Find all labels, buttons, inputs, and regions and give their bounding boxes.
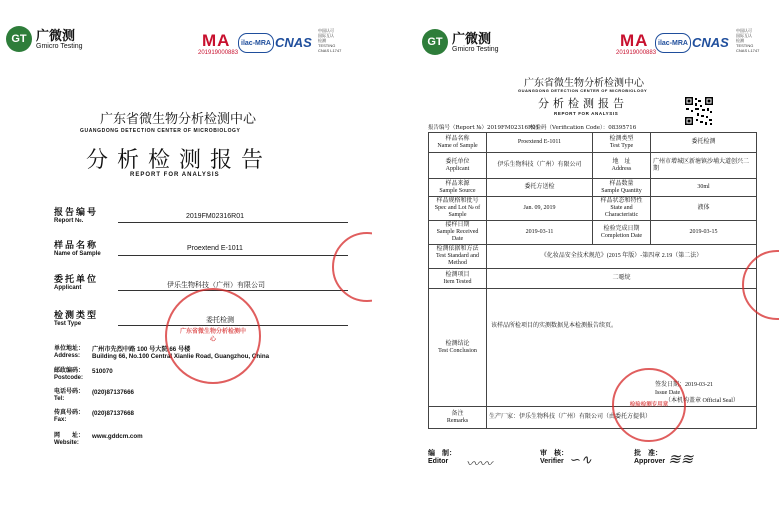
sig-label-en: Verifier xyxy=(540,458,564,465)
report-number-value: 2019FM02316R01 xyxy=(186,213,244,220)
table-row xyxy=(429,153,757,179)
table-label-cell: 检测项目 Item Tested xyxy=(429,269,487,289)
table-row xyxy=(429,407,757,429)
sample-state-cell: 液体 xyxy=(651,197,757,221)
cover-org-cn: 广东省微生物分析检测中心 xyxy=(100,112,257,127)
completion-date-cell: 2019-03-15 xyxy=(651,221,757,245)
contact-label-cn: 邮政编码： xyxy=(54,368,85,374)
sig-label-en: Editor xyxy=(428,458,449,465)
table-label-cell: 地 址 Address xyxy=(593,153,651,179)
field-label-en: Applicant xyxy=(54,285,82,291)
contact-tel xyxy=(54,389,84,403)
verifier-signature: ∽∿ xyxy=(570,453,592,468)
tel-value: (020)87137666 xyxy=(92,389,134,396)
contact-label-en: Postcode: xyxy=(54,375,84,381)
cover-title-cn: 分析检测报告 xyxy=(86,148,273,173)
table-label-cell: 样品数量 Sample Quantity xyxy=(593,179,651,197)
editor-signature: 〰〰 xyxy=(466,457,493,472)
contact-label-cn: 传真号码： xyxy=(54,410,85,416)
remarks-cell: 生产厂家：伊乐生物科技（广州）有限公司（由委托方提供） xyxy=(487,407,757,429)
field-report-number xyxy=(54,205,98,224)
contact-label-en: Tel: xyxy=(54,396,65,402)
table-row xyxy=(429,179,757,197)
field-label-cn: 报告编号 xyxy=(54,207,99,217)
test-type-cell: 委托检测 xyxy=(651,133,757,153)
cma-mark-icon: MA xyxy=(620,31,649,50)
logo-name-cn: 广微测 xyxy=(36,28,76,43)
field-label-cn: 检测类型 xyxy=(54,310,99,320)
contact-label-en: Fax: xyxy=(54,417,67,423)
field-label-cn: 样品名称 xyxy=(54,240,99,250)
field-label-en: Test Type xyxy=(54,321,82,327)
contact-address xyxy=(54,346,84,360)
report-detail-page xyxy=(406,0,779,511)
table-label-cell: 检测类型 Test Type xyxy=(593,133,651,153)
table-label-cell: 检验完成日期 Completion Date xyxy=(593,221,651,245)
ilac-mra-icon: ilac-MRA xyxy=(238,33,274,53)
table-row xyxy=(429,197,757,221)
verifier-signature-label xyxy=(540,450,568,466)
contact-label-en: Website: xyxy=(54,440,79,446)
address-cn: 广州市先烈中路 100 号大院 66 号楼 xyxy=(92,346,191,353)
sig-label-cn: 审 核： xyxy=(540,450,568,457)
contact-label-cn: 网 址： xyxy=(54,433,85,439)
cnas-logo-icon: CNAS xyxy=(692,35,729,50)
underline xyxy=(118,255,348,256)
report-cover-page xyxy=(0,0,372,511)
contact-label-cn: 单位地址： xyxy=(54,346,85,352)
stamp-text: 检验检测专用章 xyxy=(629,401,669,408)
received-date-cell: 2019-03-11 xyxy=(487,221,593,245)
sample-quantity-cell: 30ml xyxy=(651,179,757,197)
contact-label-cn: 电话号码： xyxy=(54,389,85,395)
table-label-cell: 检测结论 Test Conclusion xyxy=(429,289,487,407)
sample-source-cell: 委托方送检 xyxy=(487,179,593,197)
logo-name-en: Gmicro Testing xyxy=(36,43,83,50)
approver-signature: ≋≋ xyxy=(668,450,694,468)
table-label-cell: 样品来源 Sample Source xyxy=(429,179,487,197)
applicant-cell: 伊乐生物科技（广州）有限公司 xyxy=(487,153,593,179)
table-row xyxy=(429,289,757,407)
contact-fax xyxy=(54,410,84,424)
cover-org-en: GUANGDONG DETECTION CENTER OF MICROBIOLOGY xyxy=(80,128,241,134)
cma-number: 201919000883 xyxy=(198,50,239,56)
ilac-mra-icon: ilac-MRA xyxy=(655,33,691,53)
table-label-cell: 委托单位 Applicant xyxy=(429,153,487,179)
gmicro-logo-icon: GT xyxy=(422,29,448,55)
contact-label-en: Address: xyxy=(54,353,81,359)
website-value: www.gddcm.com xyxy=(92,433,143,440)
logo-name-en: Gmicro Testing xyxy=(452,46,499,53)
cma-mark-icon: MA xyxy=(202,31,231,50)
cnas-logo-icon: CNAS xyxy=(275,35,312,50)
official-seal-stamp xyxy=(612,368,686,442)
test-type-value: 委托检测 xyxy=(206,317,234,324)
report-org-cn: 广东省微生物分析检测中心 xyxy=(524,78,644,89)
cnas-accreditation-text: 中国认可 国际互认 检测 TESTING CNAS L1747 xyxy=(318,28,342,53)
contact-website xyxy=(54,433,84,447)
field-applicant xyxy=(54,272,98,291)
report-title-en: REPORT FOR ANALYSIS xyxy=(554,111,619,116)
table-label-cell: 样品规格和批号 Spec and Lot № of Sample xyxy=(429,197,487,221)
field-label-en: Report №. xyxy=(54,218,84,224)
report-number-line: 报告编号（Report №）2019FM02316R01 xyxy=(428,125,540,131)
gmicro-logo-icon: GT xyxy=(6,26,32,52)
editor-signature-label xyxy=(428,450,456,466)
applicant-value: 伊乐生物科技（广州）有限公司 xyxy=(167,282,265,289)
sample-name-value: Proextend E-1011 xyxy=(187,245,243,252)
table-label-cell: 检测依据和方法 Test Standard and Method xyxy=(429,245,487,269)
underline xyxy=(118,222,348,223)
table-row xyxy=(429,269,757,289)
address-cell: 广州市增城区新塘镇沙埔大道创兴二期 xyxy=(651,153,757,179)
sig-label-en: Approver xyxy=(634,458,666,465)
table-row xyxy=(429,221,757,245)
verification-code: 校验码（Verification Code）：08395716 xyxy=(530,125,637,131)
spec-lot-cell: Jan. 09, 2019 xyxy=(487,197,593,221)
table-row xyxy=(429,133,757,153)
report-info-table xyxy=(428,132,757,429)
sig-label-cn: 批 准： xyxy=(634,450,662,457)
official-seal-note: （本机构盖章 Official Seal） xyxy=(665,398,739,404)
address-en: Building 66, No.100 Central Xianlie Road, Guangzhou, China xyxy=(92,353,270,360)
field-label-en: Name of Sample xyxy=(54,251,101,257)
sig-label-cn: 编 制： xyxy=(428,450,456,457)
issue-date-en: Issue Date xyxy=(655,390,681,396)
fax-value: (020)87137668 xyxy=(92,410,134,417)
cover-title-en: REPORT FOR ANALYSIS xyxy=(130,172,220,178)
approver-signature-label xyxy=(634,450,665,466)
stamp-text: 广东省微生物分析检测中心 xyxy=(179,329,246,343)
postcode-value: 510070 xyxy=(92,368,113,375)
table-label-cell: 样品名称 Name of Sample xyxy=(429,133,487,153)
logo-name-cn: 广微测 xyxy=(452,31,492,46)
underline xyxy=(118,290,348,291)
official-seal-stamp xyxy=(165,288,261,384)
issue-date: 签发日期：2019-03-21 xyxy=(655,382,713,388)
cnas-accreditation-text: 中国认可 国际互认 检测 TESTING CNAS L1747 xyxy=(736,28,760,53)
table-label-cell: 样品状态和特性 State and Characteristic xyxy=(593,197,651,221)
field-sample-name xyxy=(54,238,101,257)
report-title-cn: 分析检测报告 xyxy=(538,97,628,110)
conclusion-text: 该样品所检项目的实测数据见本检测报告续页。 xyxy=(491,323,618,329)
table-label-cell: 接样日期 Sample Received Date xyxy=(429,221,487,245)
qr-code-icon xyxy=(684,96,714,126)
test-standard-cell: 《化妆品安全技术规范》(2015 年版）-第四章 2.19（第二法） xyxy=(487,245,757,269)
table-label-cell: 备注 Remarks xyxy=(429,407,487,429)
field-label-cn: 委托单位 xyxy=(54,274,99,284)
contact-postcode xyxy=(54,368,84,382)
field-test-type xyxy=(54,308,98,327)
item-tested-cell: 二噁烷 xyxy=(487,269,757,289)
edge-seal-stamp xyxy=(332,232,372,302)
table-row xyxy=(429,245,757,269)
report-org-en: GUANGDONG DETECTION CENTER OF MICROBIOLOGY xyxy=(518,88,648,93)
sample-name-cell: Proextend E-1011 xyxy=(487,133,593,153)
cma-number: 201919000883 xyxy=(616,50,657,56)
